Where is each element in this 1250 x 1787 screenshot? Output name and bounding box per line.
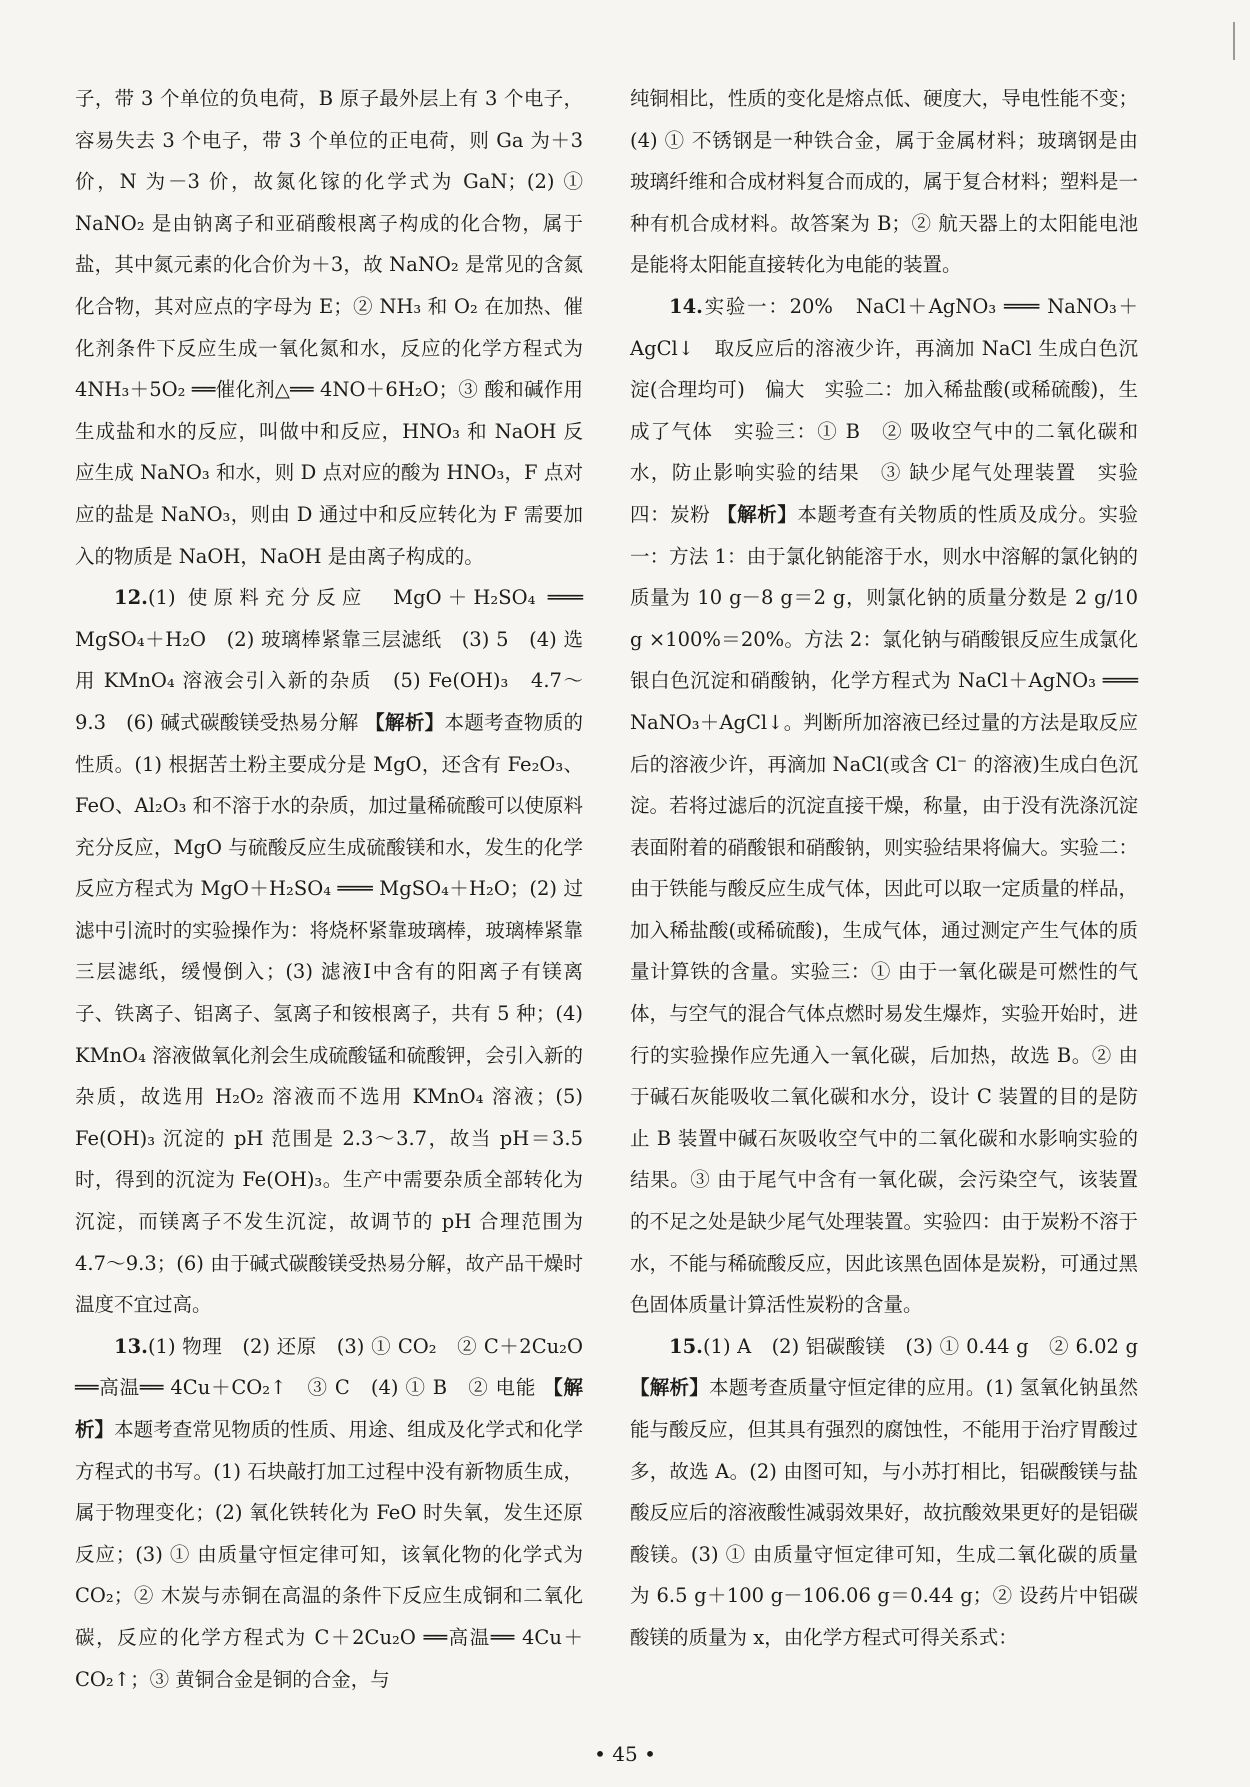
question-15-analysis-tag: 【解析】: [630, 1376, 710, 1400]
question-15-answer: (1) A (2) 铝碳酸镁 (3) ① 0.44 g ② 6.02 g: [702, 1334, 1138, 1358]
question-14-number: 14.: [669, 294, 703, 318]
question-15: [630, 1326, 1138, 1659]
question-13-answer: (1) 物理 (2) 还原 (3) ① CO₂ ② C＋2Cu₂O ══高温══ 4Cu＋CO₂↑ ③ C (4) ① B ② 电能: [75, 1334, 583, 1400]
question-12-answer: (1) 使原料充分反应 MgO＋H₂SO₄ ═══ MgSO₄＋H₂O (2) 玻璃棒紧靠三层滤纸 (3) 5 (4) 选用 KMnO₄ 溶液会引入新的杂质 (5) Fe(OH)₃ 4.7～9.3 (6) 碱式碳酸镁受热易分解: [75, 586, 583, 734]
question-12-number: 12.: [114, 586, 148, 610]
question-15-number: 15.: [669, 1334, 703, 1358]
question-15-analysis: 本题考查质量守恒定律的应用。(1) 氢氧化钠虽然能与酸反应，但其具有强烈的腐蚀性，不能用于治疗胃酸过多，故选 A。(2) 由图可知，与小苏打相比，铝碳酸镁与盐酸反应后的溶液酸性减弱效果好，故抗酸效果更好的是铝碳酸镁。(3) ① 由质量守恒定律可知，生成二氧化碳的质量为 6.5 g＋100 g－106.06 g＝0.44 g；② 设药片中铝碳酸镁的质量为 x，由化学方程式可得关系式：: [630, 1376, 1138, 1649]
question-12-analysis: 本题考查物质的性质。(1) 根据苦土粉主要成分是 MgO，还含有 Fe₂O₃、FeO、Al₂O₃ 和不溶于水的杂质，加过量稀硫酸可以使原料充分反应，MgO 与硫酸反应生成硫酸镁和水，发生的化学反应方程式为 MgO＋H₂SO₄ ═══ MgSO₄＋H₂O；(2) 过滤中引流时的实验操作为：将烧杯紧靠玻璃棒，玻璃棒紧靠三层滤纸，缓慢倒入；(3) 滤液Ⅰ中含有的阳离子有镁离子、铁离子、铝离子、氢离子和铵根离子，共有 5 种；(4) KMnO₄ 溶液做氧化剂会生成硫酸锰和硫酸钾，会引入新的杂质，故选用 H₂O₂ 溶液而不选用 KMnO₄ 溶液；(5) Fe(OH)₃ 沉淀的 pH 范围是 2.3～3.7，故当 pH＝3.5 时，得到的沉淀为 Fe(OH)₃。生产中需要杂质全部转化为沉淀，而镁离子不发生沉淀，故调节的 pH 合理范围为 4.7～9.3；(6) 由于碱式碳酸镁受热易分解，故产品干燥时温度不宜过高。: [75, 710, 583, 1317]
right-continuation-paragraph: 纯铜相比，性质的变化是熔点低、硬度大，导电性能不变；(4) ① 不锈钢是一种铁合金，属于金属材料；玻璃钢是由玻璃纤维和合成材料复合而成的，属于复合材料；塑料是一种有机合成材料。故答案为 B；② 航天器上的太阳能电池是能将太阳能直接转化为电能的装置。: [630, 87, 1138, 277]
question-13: [75, 1326, 583, 1700]
left-continuation-paragraph: 子，带 3 个单位的负电荷，B 原子最外层上有 3 个电子，容易失去 3 个电子，带 3 个单位的正电荷，则 Ga 为＋3 价，N 为－3 价，故氮化镓的化学式为 GaN；(2) ① NaNO₂ 是由钠离子和亚硝酸根离子构成的化合物，属于盐，其中氮元素的化合价为＋3，故 NaNO₂ 是常见的含氮化合物，其对应点的字母为 E；② NH₃ 和 O₂ 在加热、催化剂条件下反应生成一氧化氮和水，反应的化学方程式为 4NH₃＋5O₂ ══催化剂△══ 4NO＋6H₂O；③ 酸和碱作用生成盐和水的反应，叫做中和反应，HNO₃ 和 NaOH 反应生成 NaNO₃ 和水，则 D 点对应的酸为 HNO₃，F 点对应的盐是 NaNO₃，则由 D 通过中和反应转化为 F 需要加入的物质是 NaOH，NaOH 是由离子构成的。: [75, 87, 583, 568]
question-14: [630, 286, 1138, 1326]
question-13-number: 13.: [114, 1334, 148, 1358]
question-14-analysis-tag: 【解析】: [717, 502, 798, 526]
left-column: [75, 78, 583, 1700]
page-number: • 45 •: [594, 1742, 656, 1766]
page-edge-mark: [1233, 22, 1235, 60]
question-14-analysis: 本题考查有关物质的性质及成分。实验一：方法 1：由于氯化钠能溶于水，则水中溶解的氯化钠的质量为 10 g－8 g＝2 g，则氯化钠的质量分数是 2 g/10 g ×100%＝20%。方法 2：氯化钠与硝酸银反应生成氯化银白色沉淀和硝酸钠，化学方程式为 NaCl＋AgNO₃ ═══ NaNO₃＋AgCl↓。判断所加溶液已经过量的方法是取反应后的溶液少许，再滴加 NaCl(或含 Cl⁻ 的溶液)生成白色沉淀。若将过滤后的沉淀直接干燥，称量，由于没有洗涤沉淀表面附着的硝酸银和硝酸钠，则实验结果将偏大。实验二：由于铁能与酸反应生成气体，因此可以取一定质量的样品，加入稀盐酸(或稀硫酸)，生成气体，通过测定产生气体的质量计算铁的含量。实验三：① 由于一氧化碳是可燃性的气体，与空气的混合气体点燃时易发生爆炸，实验开始时，进行的实验操作应先通入一氧化碳，后加热，故选 B。② 由于碱石灰能吸收二氧化碳和水分，设计 C 装置的目的是防止 B 装置中碱石灰吸收空气中的二氧化碳和水影响实验的结果。③ 由于尾气中含有一氧化碳，会污染空气，该装置的不足之处是缺少尾气处理装置。实验四：由于炭粉不溶于水，不能与稀硫酸反应，因此该黑色固体是炭粉，可通过黑色固体质量计算活性炭粉的含量。: [630, 502, 1138, 1317]
question-12-analysis-tag: 【解析】: [365, 710, 445, 734]
question-12: [75, 577, 583, 1326]
question-13-analysis: 本题考查常见物质的性质、用途、组成及化学式和化学方程式的书写。(1) 石块敲打加工过程中没有新物质生成，属于物理变化；(2) 氧化铁转化为 FeO 时失氧，发生还原反应；(3) ① 由质量守恒定律可知，该氧化物的化学式为 CO₂；② 木炭与赤铜在高温的条件下反应生成铜和二氧化碳，反应的化学方程式为 C＋2Cu₂O ══高温══ 4Cu＋CO₂↑；③ 黄铜合金是铜的合金，与: [75, 1418, 583, 1691]
question-13-analysis-tag: 【解析】: [75, 1376, 583, 1441]
right-column: [630, 78, 1138, 1659]
question-14-answer: 实验一：20% NaCl＋AgNO₃ ═══ NaNO₃＋AgCl↓ 取反应后的溶液少许，再滴加 NaCl 生成白色沉淀(合理均可) 偏大 实验二：加入稀盐酸(或稀硫酸)，生成了气体 实验三：① B ② 吸收空气中的二氧化碳和水，防止影响实验的结果 ③ 缺少尾气处理装置 实验四：炭粉: [630, 294, 1138, 526]
